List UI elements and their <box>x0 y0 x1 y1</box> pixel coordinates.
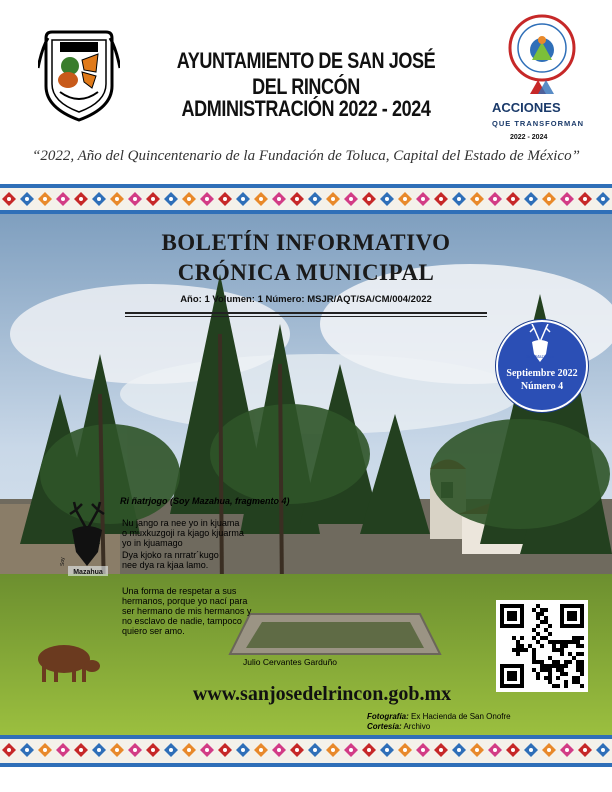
band-motif-dot <box>565 748 569 752</box>
qr-module <box>576 636 580 640</box>
website-url[interactable]: www.sanjosedelrincon.gob.mx <box>192 683 452 705</box>
bulletin-title-line-2: CRÓNICA MUNICIPAL <box>177 260 435 285</box>
qr-module <box>580 664 584 668</box>
band-motif-dot <box>61 748 65 752</box>
band-motif-dot <box>223 748 227 752</box>
bulletin-volume-line: Año: 1 Volumen: 1 Número: MSJR/AQT/SA/CM/004/2022 <box>180 294 432 305</box>
qr-module <box>556 668 560 672</box>
band-motif-dot <box>547 748 551 752</box>
logo-text-que-transforman: QUE TRANSFORMAN <box>492 119 585 128</box>
qr-module <box>536 632 540 636</box>
courtesy-credit-value: Archivo <box>403 722 431 731</box>
qr-module <box>564 640 568 644</box>
qr-module <box>552 660 556 664</box>
qr-module <box>544 628 548 632</box>
qr-module <box>540 612 544 616</box>
poem-mazahua-line: Dya kjoko ra nrratr´kugo <box>122 550 219 561</box>
band-motif-dot <box>205 748 209 752</box>
qr-module <box>556 684 560 688</box>
qr-module <box>536 604 540 608</box>
qr-module <box>576 676 580 680</box>
bulletin-title-line-1: BOLETÍN INFORMATIVO <box>161 230 451 255</box>
qr-module <box>572 656 576 660</box>
footer-strip <box>0 767 612 792</box>
band-motif-dot <box>331 748 335 752</box>
qr-module <box>536 676 540 680</box>
band-motif-dot <box>151 748 155 752</box>
photo-credit-label: Fotografía: <box>367 712 409 721</box>
qr-module <box>576 640 580 644</box>
qr-module <box>572 640 576 644</box>
qr-module <box>576 664 580 668</box>
poem-mazahua-line: nee dya ra kjaa lamo. <box>122 560 209 571</box>
deer-logo-side-text: Soy <box>60 557 66 566</box>
qr-module <box>516 644 520 648</box>
acciones-que-transforman-logo <box>488 12 596 142</box>
qr-module <box>548 640 552 644</box>
qr-module <box>520 644 524 648</box>
band-motif-dot <box>601 748 605 752</box>
qr-module <box>556 676 560 680</box>
band-motif-dot <box>349 197 353 201</box>
band-motif-dot <box>277 748 281 752</box>
qr-module <box>532 656 536 660</box>
qr-module <box>532 668 536 672</box>
band-motif-dot <box>331 197 335 201</box>
qr-module <box>560 640 564 644</box>
band-motif-dot <box>295 748 299 752</box>
band-motif-dot <box>25 197 29 201</box>
badge-small-label: Soy Mazahua <box>526 354 554 359</box>
qr-module <box>568 660 572 664</box>
band-motif-dot <box>475 197 479 201</box>
band-motif-dot <box>475 748 479 752</box>
qr-module <box>540 636 544 640</box>
poem-spanish-line: no esclavo de nadie, tampoco <box>122 616 242 627</box>
qr-module <box>556 660 560 664</box>
band-motif-dot <box>133 197 137 201</box>
band-motif-dot <box>187 197 191 201</box>
qr-module <box>516 640 520 644</box>
qr-module <box>536 640 540 644</box>
decorative-band-top <box>0 184 612 214</box>
band-motif-dot <box>43 197 47 201</box>
qr-module <box>568 652 572 656</box>
band-motif-dot <box>7 748 11 752</box>
qr-module <box>540 660 544 664</box>
qr-module <box>512 648 516 652</box>
poem-spanish-line: ser hermano de mis hermanos y <box>122 606 252 617</box>
band-motif-dot <box>601 197 605 201</box>
band-motif-dot <box>367 748 371 752</box>
mazahua-deer-logo <box>58 500 116 580</box>
qr-module <box>520 636 524 640</box>
qr-module <box>564 672 568 676</box>
title-rule <box>125 312 487 314</box>
qr-module <box>532 608 536 612</box>
qr-module <box>540 644 544 648</box>
qr-module <box>580 636 584 640</box>
band-motif-dot <box>61 197 65 201</box>
band-motif-dot <box>421 197 425 201</box>
qr-module <box>576 680 580 684</box>
band-motif-dot <box>223 197 227 201</box>
logo-text-years: 2022 - 2024 <box>510 134 548 141</box>
qr-module <box>560 648 564 652</box>
qr-module <box>580 652 584 656</box>
band-motif-dot <box>457 197 461 201</box>
qr-module <box>548 680 552 684</box>
qr-module <box>560 668 564 672</box>
qr-module <box>552 644 556 648</box>
qr-module <box>556 664 560 668</box>
qr-module <box>532 648 536 652</box>
poem-author: Julio Cervantes Garduño <box>243 657 338 667</box>
band-motif-dot <box>97 197 101 201</box>
band-motif-dot <box>7 197 11 201</box>
logo-text-acciones: ACCIONES <box>492 100 561 115</box>
qr-module <box>556 648 560 652</box>
qr-module <box>548 664 552 668</box>
band-motif-dot <box>79 197 83 201</box>
band-motif-dot <box>511 748 515 752</box>
band-motif-dot <box>151 197 155 201</box>
qr-module <box>564 680 568 684</box>
poem-spanish-line: quiero ser amo. <box>122 626 185 637</box>
band-motif-dot <box>133 748 137 752</box>
qr-module <box>548 676 552 680</box>
band-motif-dot <box>583 197 587 201</box>
qr-module <box>524 648 528 652</box>
band-motif-dot <box>439 197 443 201</box>
deer-badge-icon <box>522 324 558 364</box>
band-motif-dot <box>115 197 119 201</box>
qr-module <box>544 676 548 680</box>
qr-module <box>576 652 580 656</box>
band-motif-dot <box>457 748 461 752</box>
band-motif-dot <box>259 748 263 752</box>
qr-module <box>520 648 524 652</box>
qr-module <box>580 668 584 672</box>
band-motif-dot <box>439 748 443 752</box>
qr-module <box>544 620 548 624</box>
qr-module <box>532 652 536 656</box>
qr-module <box>564 644 568 648</box>
band-motif-dot <box>565 197 569 201</box>
courtesy-credit-label: Cortesía: <box>367 722 402 731</box>
band-motif-dot <box>295 197 299 201</box>
title-rule-thin <box>125 316 487 317</box>
qr-module <box>572 680 576 684</box>
qr-module <box>576 668 580 672</box>
qr-module <box>560 672 564 676</box>
band-motif-dot <box>259 197 263 201</box>
band-motif-dot <box>187 748 191 752</box>
qr-module <box>564 660 568 664</box>
qr-module <box>540 668 544 672</box>
qr-module <box>576 644 580 648</box>
band-motif-dot <box>385 748 389 752</box>
qr-module <box>544 636 548 640</box>
header-title-line-1: AYUNTAMIENTO DE SAN JOSÉ DEL RINCÓN <box>176 48 436 99</box>
qr-module <box>568 640 572 644</box>
band-motif-dot <box>79 748 83 752</box>
qr-module <box>552 684 556 688</box>
qr-module <box>548 624 552 628</box>
qr-module <box>536 672 540 676</box>
band-motif-dot <box>205 197 209 201</box>
qr-module <box>548 668 552 672</box>
qr-module <box>552 648 556 652</box>
poem-mazahua-line: o muxkuzgoji ra kjago kjuarma <box>122 528 244 539</box>
qr-module <box>580 660 584 664</box>
band-motif-dot <box>403 197 407 201</box>
qr-module <box>572 676 576 680</box>
photo-credit-value: Ex Hacienda de San Onofre <box>411 712 511 721</box>
qr-module <box>536 616 540 620</box>
qr-module <box>544 668 548 672</box>
qr-module <box>532 660 536 664</box>
qr-module <box>572 636 576 640</box>
qr-module <box>528 644 532 648</box>
band-motif-dot <box>511 197 515 201</box>
badge-number: Número 4 <box>520 381 564 392</box>
qr-module <box>556 640 560 644</box>
qr-module <box>532 636 536 640</box>
band-motif-dot <box>493 197 497 201</box>
poem-mazahua-line: Nu jango ra nee yo in kjuama <box>122 518 240 529</box>
qr-module <box>536 612 540 616</box>
band-motif-dot <box>169 748 173 752</box>
band-motif-dot <box>367 197 371 201</box>
band-motif-dot <box>421 748 425 752</box>
band-motif-dot <box>241 197 245 201</box>
band-motif-dot <box>313 197 317 201</box>
qr-module <box>552 664 556 668</box>
qr-module <box>536 660 540 664</box>
qr-module <box>536 624 540 628</box>
poem-spanish-line: hermanos, porque yo nací para <box>122 596 248 607</box>
qr-module <box>544 664 548 668</box>
band-motif-dot <box>43 748 47 752</box>
qr-module <box>560 664 564 668</box>
qr-module <box>540 620 544 624</box>
band-motif-dot <box>547 197 551 201</box>
band-motif-dot <box>169 197 173 201</box>
qr-module <box>580 644 584 648</box>
qr-module <box>516 652 520 656</box>
band-motif-dot <box>97 748 101 752</box>
badge-date: Septiembre 2022 <box>506 368 578 379</box>
band-motif-dot <box>529 748 533 752</box>
qr-code[interactable] <box>496 600 588 692</box>
poem-spanish-line: Una forma de respetar a sus <box>122 586 237 597</box>
header-title-line-2: ADMINISTRACIÓN 2022 - 2024 <box>181 96 431 121</box>
qr-module <box>552 640 556 644</box>
decorative-band-bottom <box>0 735 612 767</box>
qr-module <box>548 656 552 660</box>
qr-module <box>560 652 564 656</box>
band-motif-dot <box>493 748 497 752</box>
band-motif-dot <box>313 748 317 752</box>
band-motif-dot <box>349 748 353 752</box>
qr-module <box>512 636 516 640</box>
qr-module <box>544 608 548 612</box>
qr-module <box>516 648 520 652</box>
qr-module <box>540 664 544 668</box>
qr-module <box>576 660 580 664</box>
qr-module <box>580 684 584 688</box>
band-motif-dot <box>25 748 29 752</box>
band-motif-dot <box>277 197 281 201</box>
band-motif-dot <box>583 748 587 752</box>
band-motif-dot <box>241 748 245 752</box>
photo-credit <box>367 712 511 721</box>
band-motif-dot <box>529 197 533 201</box>
band-motif-dot <box>403 748 407 752</box>
poem-title: Ri ñatrjogo (Soy Mazahua, fragmento 4) <box>120 496 290 506</box>
qr-module <box>580 672 584 676</box>
band-motif-dot <box>385 197 389 201</box>
band-motif-dot <box>115 748 119 752</box>
qr-module <box>560 644 564 648</box>
qr-module <box>564 664 568 668</box>
coat-of-arms-logo <box>38 28 120 122</box>
qr-module <box>544 616 548 620</box>
header-motto: “2022, Año del Quincentenario de la Fundación de Toluca, Capital del Estado de México” <box>32 148 580 164</box>
courtesy-credit <box>367 722 430 731</box>
poem-mazahua-line: yo in kjuamago <box>122 538 183 549</box>
qr-module <box>532 628 536 632</box>
deer-logo-text: Mazahua <box>73 569 103 576</box>
qr-module <box>548 672 552 676</box>
qr-module <box>564 684 568 688</box>
qr-module <box>548 632 552 636</box>
qr-module <box>540 608 544 612</box>
